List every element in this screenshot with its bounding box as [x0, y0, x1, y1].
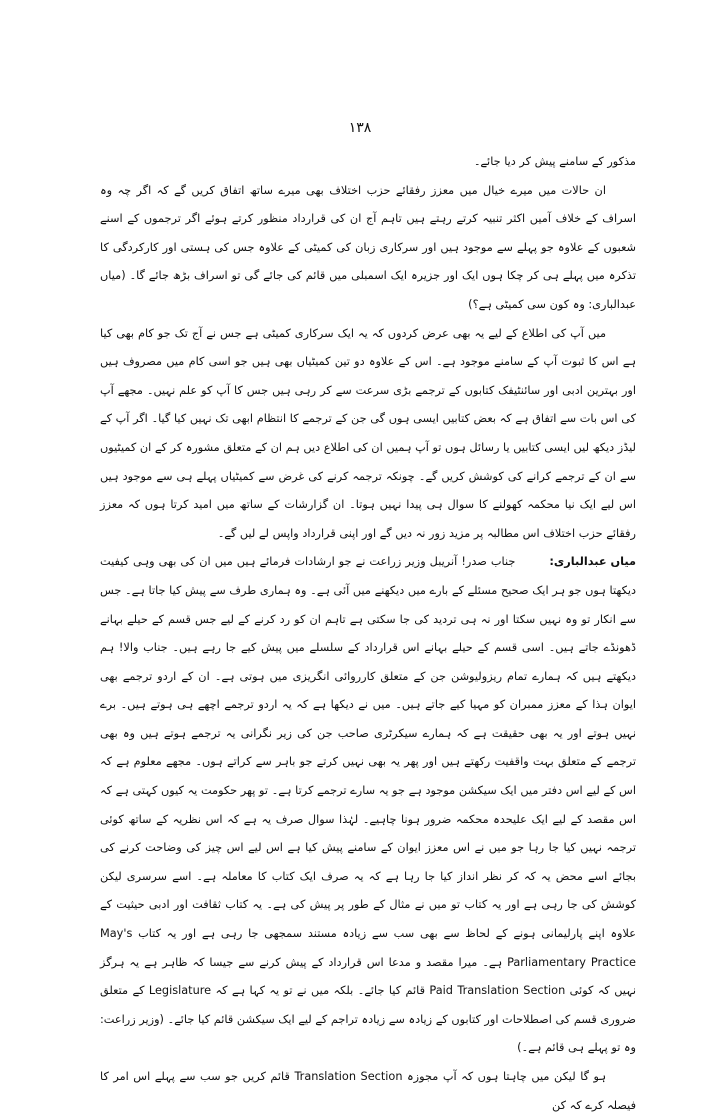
paragraph-continuation: مذکور کے سامنے پیش کر دیا جائے۔ [473, 155, 636, 168]
paragraph-speaker-mian-abdul-bari [100, 548, 636, 1063]
paragraph-final-line: ہو گا لیکن میں چاہتا ہوں کہ آپ مجوزہ Translation Section قائم کریں جو سب سے پہلے اس امر کا فیصلہ کرے کہ کن [100, 1070, 636, 1112]
speaker-name: میاں عبدالباری: [549, 555, 636, 569]
speaker-speech: جناب صدر! آنریبل وزیر زراعت نے جو ارشادات فرمائے ہیں میں ان کی بھی وہی کیفیت دیکھتا ہوں جو ہر ایک صحیح مسئلے کے بارے میں دیکھنے میں آئی ہے۔ وہ ہماری طرف سے پیش کیا جاتا ہے۔ جس سے انکار تو وہ نہیں سکتا اور نہ ہی تردید کی جا سکتی ہے تاہم ان کو رد کرنے کے لیے جس قسم کے حیلے بہانے ڈھونڈے جاتے ہیں۔ اسی قسم کے حیلے بہانے اس قرارداد کے سلسلے میں پیش کیے جا رہے ہیں۔ جناب والا! ہم دیکھتے ہیں کہ ہمارے تمام ریزولیوشن جن کے متعلق کارروائی انگریزی میں ہوتی ہے۔ ان کے اردو ترجمے بھی ایوان ہذا کے معزز ممبران کو مہیا کیے جاتے ہیں۔ میں نے دیکھا ہے کہ یہ اردو ترجمے اچھے ہی ہوتے ہیں۔ برے نہیں ہوتے اور یہ بھی حقیقت ہے کہ ہمارے سیکرٹری صاحب جن کی زیر نگرانی یہ ترجمے ہوتے ہیں وہ بھی ترجمے کے متعلق بہت واقفیت رکھتے ہیں اور پھر یہ بھی نہیں کرتے جو باہر سے کراتے ہوں۔ مجھے معلوم ہے کہ اس کے لیے اس دفتر میں ایک سیکشن موجود ہے جو یہ سارے ترجمے کرتا ہے۔ تو پھر حکومت یہ کیوں کہتی ہے کہ اس مقصد کے لیے ایک علیحدہ محکمہ ضرور ہونا چاہیے۔ لہٰذا سوال صرف یہ ہے کہ اس نظریہ کے ساتھ کوئی ترجمہ نہیں کیا جا رہا جو میں نے اس معزز ایوان کے سامنے پیش کیا ہے اس لیے اس چیز کی وضاحت کرنے کی بجائے اسے محض یہ کہ کر نظر انداز کیا جا رہا ہے کہ یہ صرف ایک کتاب کا معاملہ ہے۔ اسے سرسری لیکن کوشش کی جا رہی ہے اور یہ کتاب تو میں نے مثال کے طور پر پیش کی ہے۔ یہ کتاب ثقافت اور ادبی حیثیت کے علاوہ اپنے پارلیمانی ہونے کے لحاظ سے بھی سب سے زیادہ مستند سمجھی جا رہی ہے اور یہ کتاب May's Parliamentary Practice ہے۔ میرا مقصد و مدعا اس قرارداد کے پیش کرنے سے جیسا کہ ظاہر ہے یہ ہرگز نہیں کہ کوئی Paid Translation Section قائم کیا جائے۔ بلکہ میں نے تو یہ کہا ہے کہ Legislature کے متعلق ضروری قسم کی اصطلاحات اور کتابوں کے زیادہ سے زیادہ تراجم کے لیے ایک سیکشن قائم کیا جائے۔ (وزیر زراعت: وہ تو پہلے ہی قائم ہے۔) [99, 555, 636, 1055]
page-number: ۱۳۸ [348, 120, 372, 136]
paragraph-committee-info: میں آپ کی اطلاع کے لیے یہ بھی عرض کردوں کہ یہ ایک سرکاری کمیٹی ہے جس نے آج تک جو کام بھی کیا ہے اس کا ثبوت آپ کے سامنے موجود ہے۔ اس کے علاوہ دو تین کمیٹیاں بھی ہیں جو اسی کام میں مصروف ہیں اور بہترین ادبی اور سائنٹیفک کتابوں کے ترجمے بڑی سرعت سے کر رہی ہیں جس کا آپ کو علم نہیں۔ مجھے آپ کی اس بات سے اتفاق ہے کہ بعض کتابیں ایسی ہوں گی جن کے ترجمے کا انتظام ابھی تک نہیں کیا گیا۔ اگر آپ کے لیڈز دیکھ لیں ایسی کتابیں یا رسائل ہوں تو آپ ہمیں ان کی اطلاع دیں ہم ان کے متعلق مشورہ کر کے ان کمیٹیوں سے ان کے ترجمے کرانے کی کوشش کریں گے۔ چونکہ ترجمہ کرنے کی غرض سے کمیٹیاں پہلے ہی سے موجود ہیں اس لیے ایک نیا محکمہ کھولنے کا سوال ہی پیدا نہیں ہوتا۔ ان گزارشات کے ساتھ میں امید کرتا ہوں کہ معزز رفقائے حزب اختلاف اس مطالبہ پر مزید زور نہ دیں گے اور اپنی قرارداد واپس لے لیں گے۔ [100, 326, 636, 540]
document-body [100, 148, 636, 1120]
paragraph-minister-conclusion: ان حالات میں میرے خیال میں معزز رفقائے حزب اختلاف بھی میرے ساتھ اتفاق کریں گے کہ اگر چہ وہ اسراف کے خلاف آمیں اکثر تنبیہ کرتے رہتے ہیں تاہم آج ان کی قرارداد منظور کرتے ہوئے اگر ترجموں کے اسنے شعبوں کے علاوہ جو پہلے سے موجود ہیں اور سرکاری زبان کی کمیٹی کے علاوہ جس کی ہستی اور کارکردگی کا تذکرہ میں پہلے ہی کر چکا ہوں ایک اور جزیرہ ایک اسمبلی میں قائم کی جائے گی تو اسراف بڑھ جائے گا۔ (میاں عبدالباری: وہ کون سی کمیٹی ہے؟) [100, 183, 636, 311]
